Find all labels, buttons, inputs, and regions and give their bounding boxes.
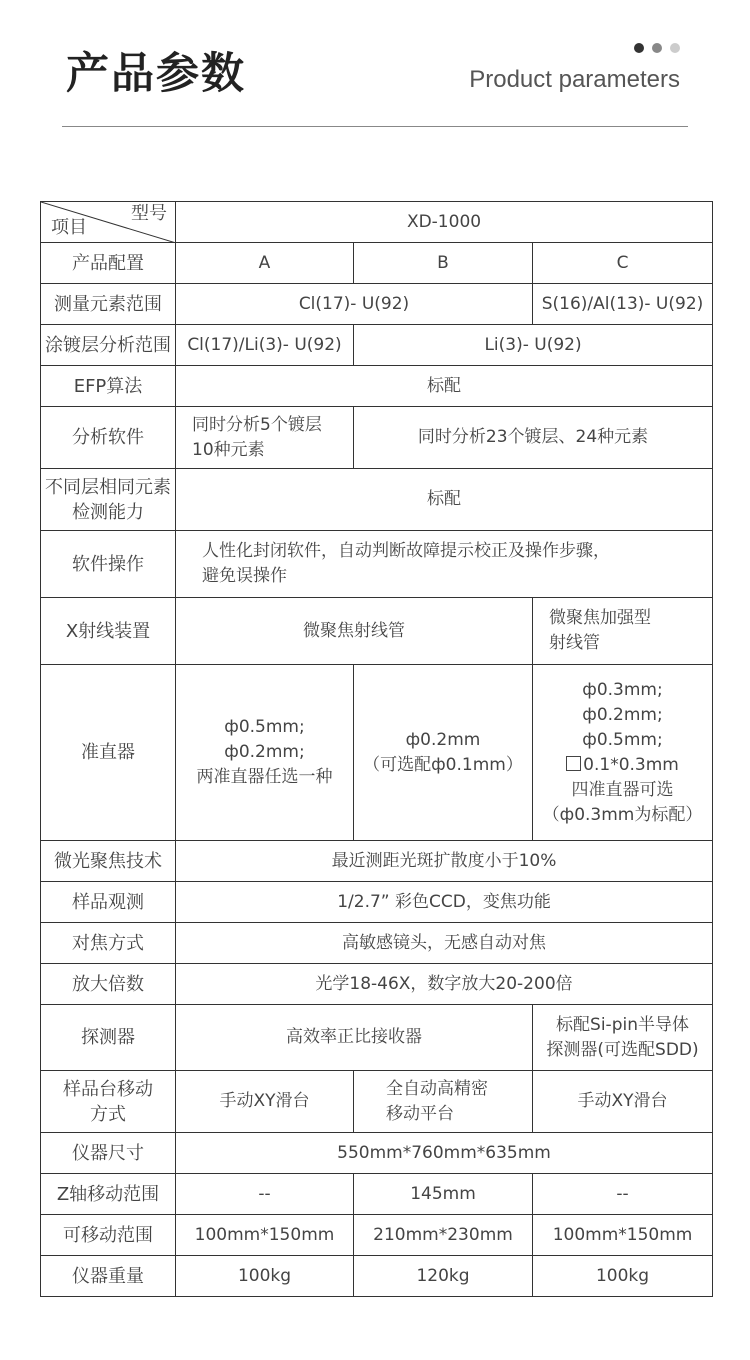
model-name: XD-1000	[176, 202, 713, 243]
table-cell	[533, 1005, 713, 1071]
table-cell: 同时分析23个镀层、24种元素	[354, 407, 713, 469]
cell-line: 探测器(可选配SDD)	[546, 1039, 699, 1060]
row-label: 放大倍数	[41, 964, 176, 1005]
table-row	[41, 598, 713, 665]
spec-table	[40, 201, 713, 1297]
cell-line: 四准直器可选	[571, 779, 674, 800]
cell-line: ф0.2mm;	[224, 742, 305, 762]
table-row	[41, 841, 713, 882]
row-label: 准直器	[41, 665, 176, 841]
table-cell: C	[533, 243, 713, 284]
row-label	[41, 469, 176, 531]
table-cell: Cl(17)- U(92)	[176, 284, 533, 325]
row-label: EFP算法	[41, 366, 176, 407]
table-cell: 210mm*230mm	[354, 1215, 533, 1256]
table-cell: B	[354, 243, 533, 284]
table-row	[41, 202, 713, 243]
cell-line: 人性化封闭软件，自动判断故障提示校正及操作步骤，	[202, 541, 610, 561]
cell-line: （ф0.3mm为标配）	[542, 804, 703, 825]
table-cell	[533, 598, 713, 665]
table-cell: Cl(17)/Li(3)- U(92)	[176, 325, 354, 366]
table-cell	[176, 407, 354, 469]
cell-line: 射线管	[549, 633, 600, 653]
row-label: 测量元素范围	[41, 284, 176, 325]
row-label: Z轴移动范围	[41, 1174, 176, 1215]
cell-line: ф0.3mm;	[582, 679, 663, 700]
table-cell	[533, 665, 713, 841]
row-label: X射线装置	[41, 598, 176, 665]
row-label: 可移动范围	[41, 1215, 176, 1256]
table-cell: S(16)/Al(13)- U(92)	[533, 284, 713, 325]
cell-line: 标配Si-pin半导体	[556, 1014, 689, 1035]
table-cell	[354, 1071, 533, 1133]
table-row	[41, 1071, 713, 1133]
cell-line: ф0.5mm;	[582, 729, 663, 750]
page-title-en: Product parameters	[469, 66, 680, 93]
table-row	[41, 964, 713, 1005]
table-cell: Li(3)- U(92)	[354, 325, 713, 366]
cell-line: ф0.2mm;	[582, 704, 663, 725]
row-label: 涂镀层分析范围	[41, 325, 176, 366]
row-label: 微光聚焦技术	[41, 841, 176, 882]
table-cell: 光学18-46X，数字放大20-200倍	[176, 964, 713, 1005]
table-cell: 100kg	[176, 1256, 354, 1297]
cell-line-text: 0.1*0.3mm	[583, 754, 679, 775]
table-cell: --	[176, 1174, 354, 1215]
table-cell: A	[176, 243, 354, 284]
row-label: 仪器尺寸	[41, 1133, 176, 1174]
table-cell: 高效率正比接收器	[176, 1005, 533, 1071]
page-title-zh: 产品参数	[66, 49, 246, 99]
cell-line: 10种元素	[192, 439, 265, 460]
row-label: 对焦方式	[41, 923, 176, 964]
table-row	[41, 407, 713, 469]
cell-line: ф0.5mm;	[224, 717, 305, 737]
cell-line: 两准直器任选一种	[196, 767, 333, 787]
row-label: 软件操作	[41, 531, 176, 598]
cell-line: 同时分析5个镀层	[192, 414, 322, 435]
label-line: 检测能力	[72, 501, 144, 523]
table-row	[41, 469, 713, 531]
header-corner-cell	[41, 202, 176, 243]
cell-line	[537, 753, 708, 778]
dot-3	[670, 43, 680, 53]
cell-line: 微聚焦加强型	[549, 608, 651, 628]
table-cell: 高敏感镜头，无感自动对焦	[176, 923, 713, 964]
label-line: 方式	[90, 1103, 126, 1125]
table-row	[41, 1133, 713, 1174]
label-line: 不同层相同元素	[45, 476, 171, 498]
table-row	[41, 1256, 713, 1297]
row-label: 样品观测	[41, 882, 176, 923]
table-cell: 最近测距光斑扩散度小于10%	[176, 841, 713, 882]
table-row	[41, 366, 713, 407]
table-cell	[176, 531, 713, 598]
title-divider	[62, 126, 688, 127]
table-cell: 微聚焦射线管	[176, 598, 533, 665]
table-cell: 145mm	[354, 1174, 533, 1215]
page-dots	[634, 43, 680, 53]
row-label: 仪器重量	[41, 1256, 176, 1297]
table-cell: 100mm*150mm	[176, 1215, 354, 1256]
dot-1	[634, 43, 644, 53]
table-row	[41, 531, 713, 598]
table-cell: --	[533, 1174, 713, 1215]
table-row	[41, 243, 713, 284]
row-label: 探测器	[41, 1005, 176, 1071]
cell-line: 避免误操作	[202, 566, 287, 586]
corner-item-label: 项目	[51, 217, 87, 238]
cell-line: （可选配ф0.1mm）	[363, 754, 523, 775]
table-cell	[354, 665, 533, 841]
table-cell: 100kg	[533, 1256, 713, 1297]
cell-line: ф0.2mm	[405, 729, 481, 750]
table-row	[41, 325, 713, 366]
table-cell: 手动XY滑台	[533, 1071, 713, 1133]
table-row	[41, 923, 713, 964]
table-cell: 550mm*760mm*635mm	[176, 1133, 713, 1174]
square-icon	[566, 756, 581, 771]
table-cell	[176, 665, 354, 841]
dot-2	[652, 43, 662, 53]
row-label: 产品配置	[41, 243, 176, 284]
cell-line: 移动平台	[386, 1103, 454, 1124]
table-row	[41, 1174, 713, 1215]
table-row	[41, 1215, 713, 1256]
table-cell: 手动XY滑台	[176, 1071, 354, 1133]
table-cell: 标配	[176, 469, 713, 531]
table-row	[41, 1005, 713, 1071]
table-cell: 100mm*150mm	[533, 1215, 713, 1256]
table-cell: 1/2.7” 彩色CCD，变焦功能	[176, 882, 713, 923]
table-row	[41, 665, 713, 841]
label-line: 样品台移动	[63, 1078, 153, 1100]
row-label	[41, 1071, 176, 1133]
table-cell: 标配	[176, 366, 713, 407]
cell-line: 全自动高精密	[386, 1078, 488, 1099]
corner-type-label: 型号	[131, 203, 167, 224]
table-cell: 120kg	[354, 1256, 533, 1297]
row-label: 分析软件	[41, 407, 176, 469]
table-row	[41, 882, 713, 923]
table-row	[41, 284, 713, 325]
